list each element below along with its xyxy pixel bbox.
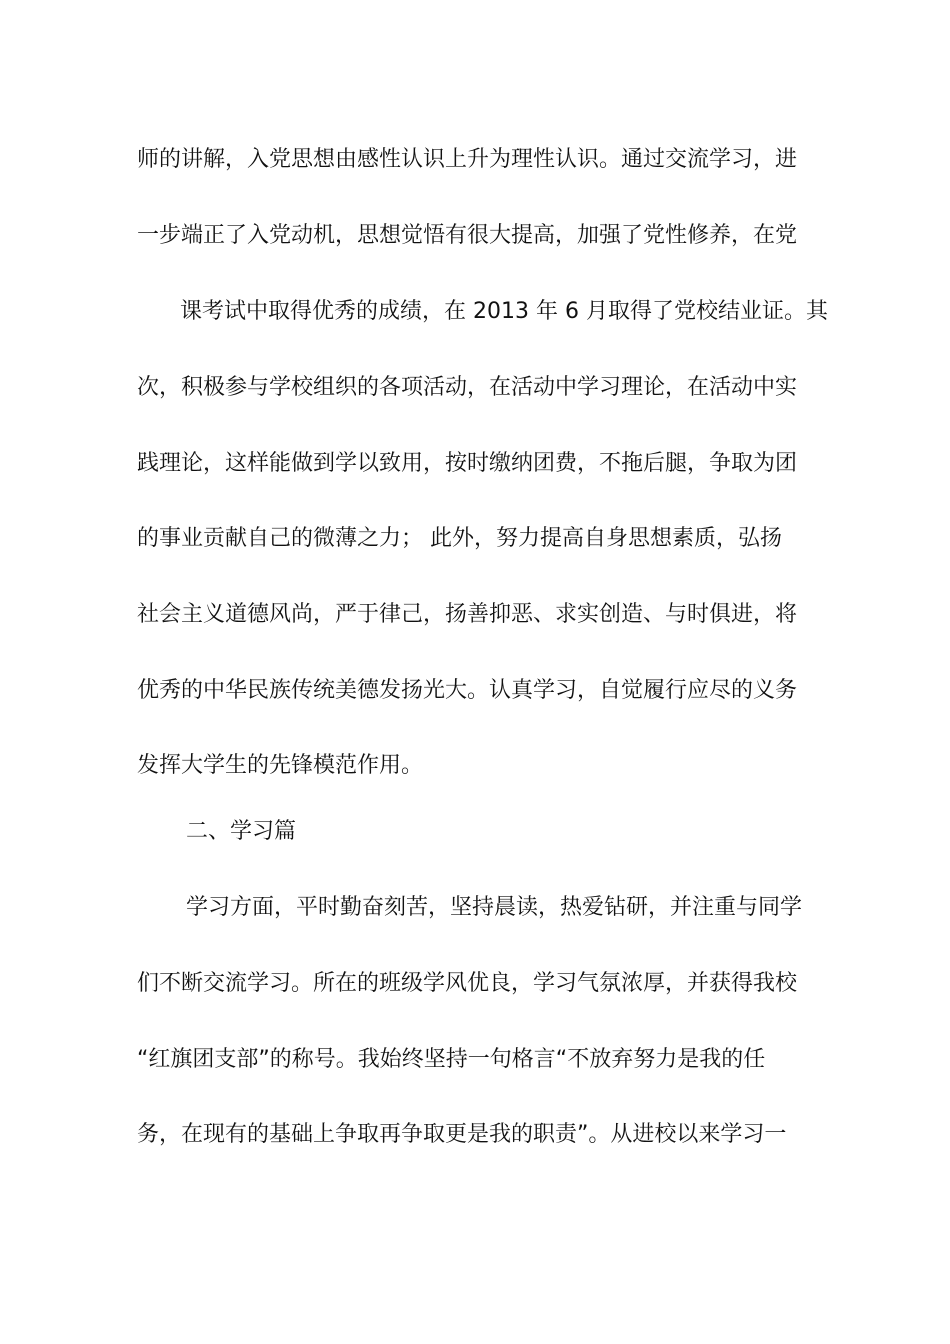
text-line: 践理论，这样能做到学以致用，按时缴纳团费，不拖后腿，争取为团 [137,451,798,476]
text-line: 发挥大学生的先锋模范作用。 [137,753,424,778]
section-heading: 二、学习篇 [186,819,297,844]
text-line: 的事业贡献自己的微薄之力； 此外，努力提高自身思想素质，弘扬 [137,526,782,551]
text-line: 优秀的中华民族传统美德发扬光大。认真学习，自觉履行应尽的义务 [137,678,798,703]
text-line: 学习方面，平时勤奋刻苦，坚持晨读，热爱钻研，并注重与同学 [186,895,803,920]
text-line: “红旗团支部”的称号。我始终坚持一句格言“不放弃努力是我的任 [137,1047,766,1072]
text-line: 务，在现有的基础上争取再争取更是我的职责”。从进校以来学习一 [137,1122,787,1147]
text-line: 们不断交流学习。所在的班级学风优良，学习气氛浓厚，并获得我校 [137,971,798,996]
text-line: 师的讲解，入党思想由感性认识上升为理性认识。通过交流学习，进 [137,147,798,172]
text-line: 次，积极参与学校组织的各项活动，在活动中学习理论，在活动中实 [137,375,798,400]
text-line: 社会主义道德风尚，严于律己，扬善抑恶、求实创造、与时俱进，将 [137,602,798,627]
text-line: 一步端正了入党动机，思想觉悟有很大提高，加强了党性修养，在党 [137,223,798,248]
text-line: 课考试中取得优秀的成绩，在 2013 年 6 月取得了党校结业证。其 [180,299,828,324]
